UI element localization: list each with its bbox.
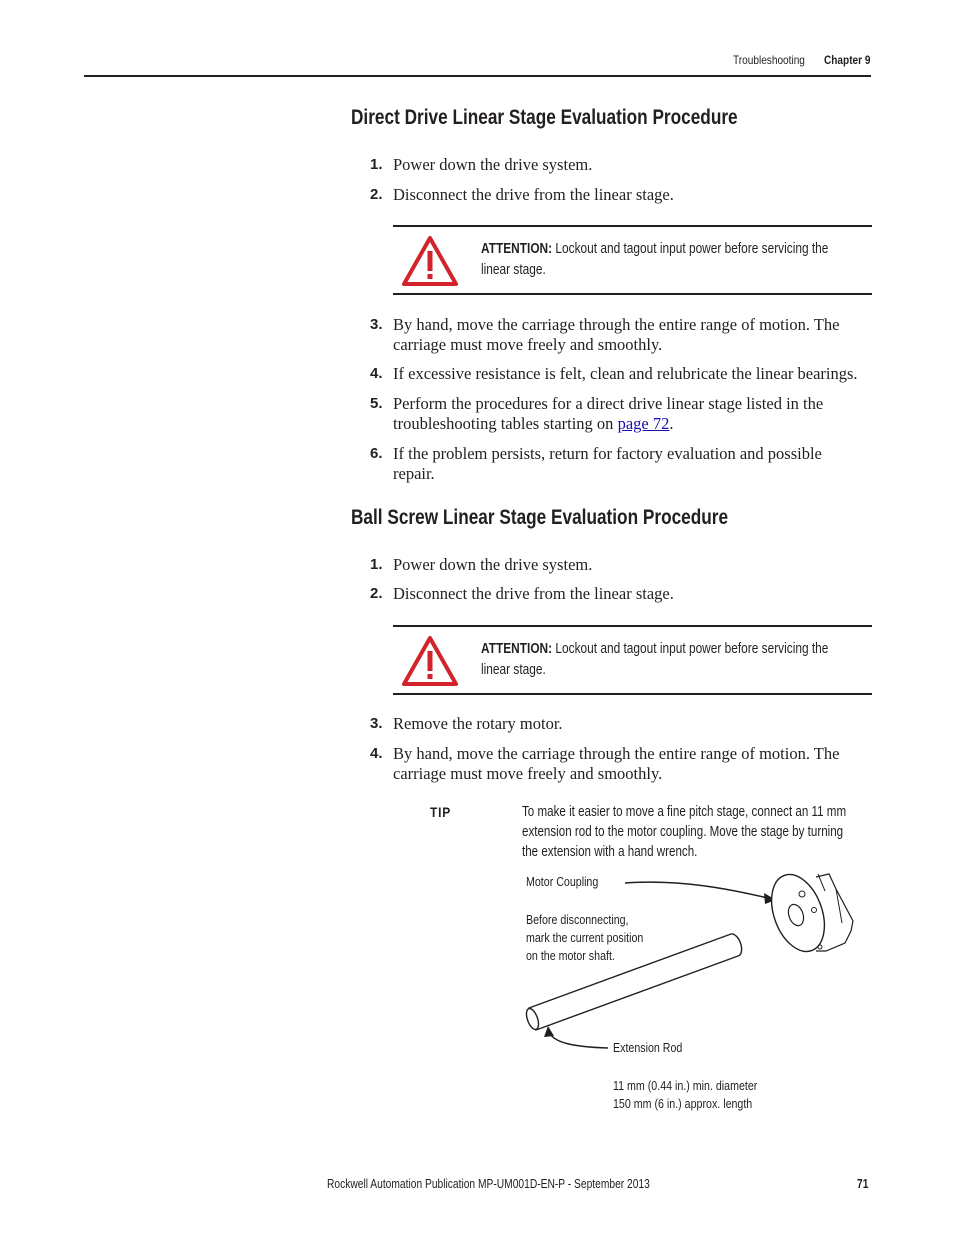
step-number: 2. <box>370 186 383 203</box>
step-text: Disconnect the drive from the linear stage. <box>393 584 674 603</box>
step-text: By hand, move the carriage through the entire range of motion. The carriage must move freely and smoothly. <box>393 744 840 783</box>
tip-text: To make it easier to move a fine pitch stage, connect an 11 mm extension rod to the motor coupling. Move the stage by turning the extension with a hand wrench. <box>522 804 847 860</box>
rod-spec-line: 11 mm (0.44 in.) min. diameter <box>613 1078 758 1093</box>
figure-note-line: on the motor shaft. <box>526 948 615 963</box>
step-text: Power down the drive system. <box>393 555 593 574</box>
step-number: 4. <box>370 365 383 382</box>
step-text: Disconnect the drive from the linear stage. <box>393 185 674 204</box>
motor-coupling-label: Motor Coupling <box>526 874 599 889</box>
attention-label: ATTENTION: <box>481 241 553 257</box>
attention-label: ATTENTION: <box>481 641 553 657</box>
attention-message <box>481 639 834 681</box>
warning-triangle-icon <box>402 236 458 286</box>
page-number: 71 <box>857 1177 869 1191</box>
step-number: 4. <box>370 745 383 762</box>
tip-label: TIP <box>430 804 452 820</box>
step-number: 5. <box>370 395 383 412</box>
page-link[interactable]: page 72 <box>617 414 670 433</box>
extension-rod-leader <box>549 1031 608 1048</box>
step-text: If excessive resistance is felt, clean and relubricate the linear bearings. <box>393 364 858 383</box>
step-number: 6. <box>370 445 383 462</box>
step-number: 3. <box>370 715 383 732</box>
attention-message <box>481 239 834 281</box>
step-number: 3. <box>370 316 383 333</box>
attention-text: Lockout and tagout input power before servicing the linear stage. <box>481 641 829 678</box>
motor-coupling-drawing <box>762 867 853 959</box>
step-number: 1. <box>370 156 383 173</box>
warning-triangle-icon <box>402 636 458 686</box>
step-number: 1. <box>370 556 383 573</box>
step-text: By hand, move the carriage through the entire range of motion. The carriage must move freely and smoothly. <box>393 315 840 354</box>
section-heading-direct-drive: Direct Drive Linear Stage Evaluation Procedure <box>351 106 738 129</box>
step-text: If the problem persists, return for factory evaluation and possible repair. <box>393 444 822 483</box>
section-heading-ball-screw: Ball Screw Linear Stage Evaluation Procedure <box>351 506 729 529</box>
attention-box <box>393 225 872 295</box>
attention-text: Lockout and tagout input power before servicing the linear stage. <box>481 241 829 278</box>
step-text-part: . <box>669 414 674 433</box>
step-text: Power down the drive system. <box>393 155 593 174</box>
footer-publication: Rockwell Automation Publication MP-UM001D-EN-P - September 2013 <box>327 1177 650 1191</box>
step-text-part: Perform the procedures for a direct drive linear stage listed in the troubleshooting tables starting on <box>393 394 824 433</box>
running-header-chapter: Chapter 9 <box>824 53 871 67</box>
step-text: Remove the rotary motor. <box>393 714 563 733</box>
figure-note-line: mark the current position <box>526 930 644 945</box>
step-text <box>393 394 863 434</box>
arrowhead-icon <box>544 1026 554 1037</box>
extension-rod-label: Extension Rod <box>613 1040 683 1055</box>
running-header-section: Troubleshooting <box>733 53 805 67</box>
attention-box <box>393 625 872 695</box>
step-number: 2. <box>370 585 383 602</box>
header-rule <box>84 75 871 77</box>
rod-spec-line: 150 mm (6 in.) approx. length <box>613 1096 753 1111</box>
motor-coupling-leader <box>625 882 772 899</box>
figure-note-line: Before disconnecting, <box>526 912 629 927</box>
